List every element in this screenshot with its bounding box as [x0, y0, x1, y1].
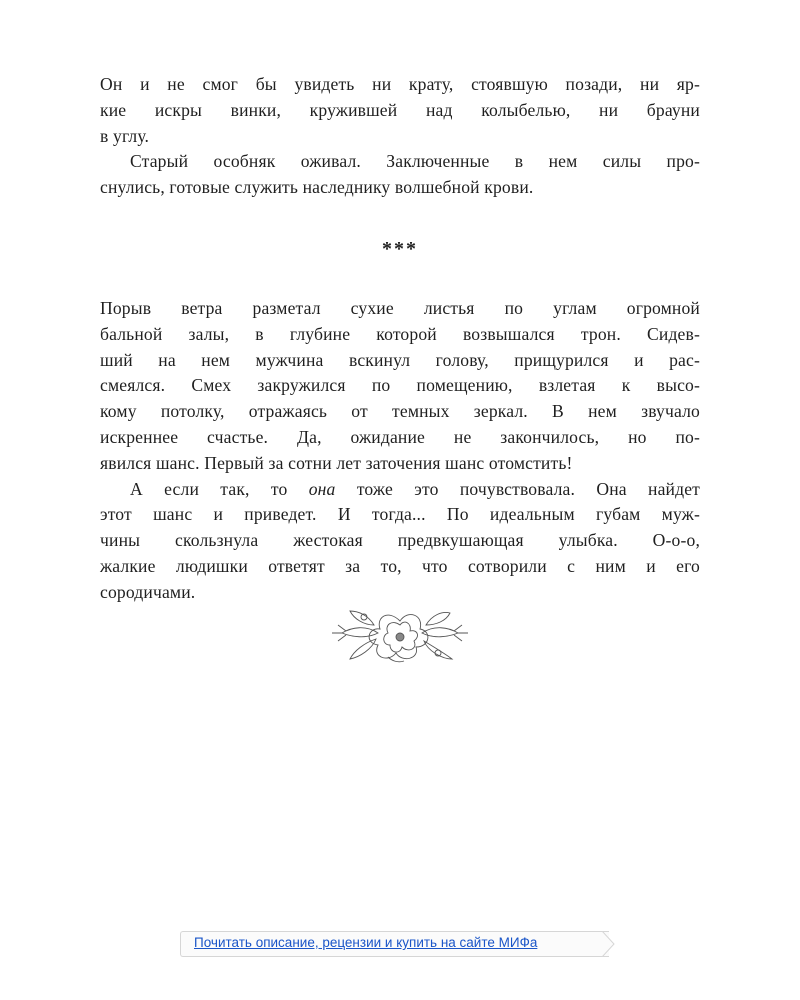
text-run: тоже это почувствовала. Она найдет — [335, 478, 701, 499]
text-line: Он и не смог бы увидеть ни крату, стоявшую позади, ни яр- — [100, 74, 700, 94]
text-line: искреннее счастье. Да, ожидание не закончилось, но по- — [100, 426, 700, 447]
text-line: сородичами. — [100, 581, 196, 602]
chevron-right-icon — [602, 931, 616, 957]
text-line: явился шанс. Первый за сотни лет заточения шанс отомстить! — [100, 452, 573, 473]
section-separator: *** — [382, 238, 418, 260]
text-run: А если так, то — [130, 478, 309, 499]
text-line: кие искры винки, кружившей над колыбелью, ни брауни — [100, 99, 700, 120]
italic-word: она — [308, 478, 336, 499]
buy-on-mif-link[interactable]: Почитать описание, рецензии и купить на сайте МИФа — [194, 935, 538, 950]
text-block-top — [100, 72, 700, 201]
text-line: в углу. — [100, 125, 150, 146]
text-line: этот шанс и приведет. И тогда... По идеальным губам муж- — [100, 504, 700, 525]
text-line: кому потолку, отражаясь от темных зеркал. В нем звучало — [100, 401, 700, 422]
text-line: ший на нем мужчина вскинул голову, прищурился и рас- — [100, 349, 700, 370]
text-line: жалкие людишки ответят за то, что сотворили с ним и его — [100, 555, 700, 576]
text-line: бальной залы, в глубине которой возвышался трон. Сидев- — [100, 323, 700, 344]
text-block-main — [100, 296, 700, 606]
text-line: Порыв ветра разметал сухие листья по углам огромной — [100, 298, 700, 318]
footer-link-bar — [180, 931, 620, 957]
text-line: чины скользнула жестокая предвкушающая улыбка. О-о-о, — [100, 530, 700, 551]
text-line: смеялся. Смех закружился по помещению, взлетая к высо- — [100, 375, 700, 396]
text-line — [100, 477, 700, 503]
flower-ornament-icon — [328, 603, 472, 665]
text-line: снулись, готовые служить наследнику волшебной крови. — [100, 177, 534, 198]
text-line: Старый особняк оживал. Заключенные в нем силы про- — [130, 151, 700, 172]
